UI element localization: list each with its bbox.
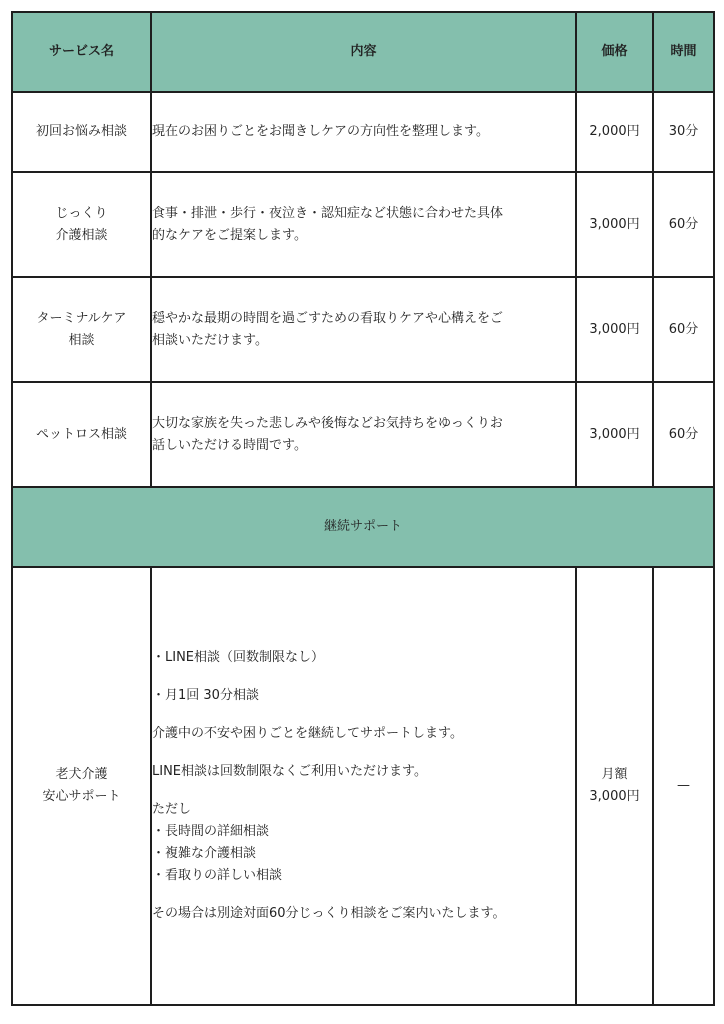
section-title: 継続サポート <box>12 487 714 567</box>
header-price: 価格 <box>576 12 653 92</box>
service-description: 大切な家族を失った悲しみや後悔などお気持ちをゆっくりお 話しいただける時間です。 <box>151 382 576 487</box>
service-time: 30分 <box>653 92 714 172</box>
header-service: サービス名 <box>12 12 151 92</box>
table-header-row <box>12 12 714 92</box>
service-price: 3,000円 <box>576 172 653 277</box>
service-time: 60分 <box>653 172 714 277</box>
price-table <box>11 11 715 1006</box>
header-time: 時間 <box>653 12 714 92</box>
service-time: 60分 <box>653 382 714 487</box>
service-name: ターミナルケア 相談 <box>12 277 151 382</box>
service-name: 老犬介護 安心サポート <box>12 567 151 1005</box>
service-price: 3,000円 <box>576 382 653 487</box>
table-row <box>12 382 714 487</box>
service-price: 3,000円 <box>576 277 653 382</box>
service-name: 初回お悩み相談 <box>12 92 151 172</box>
service-description: 食事・排泄・歩行・夜泣き・認知症など状態に合わせた具体 的なケアをご提案します。 <box>151 172 576 277</box>
section-row <box>12 487 714 567</box>
table-row <box>12 92 714 172</box>
table-row <box>12 172 714 277</box>
service-price: 2,000円 <box>576 92 653 172</box>
service-name: ペットロス相談 <box>12 382 151 487</box>
service-time: — <box>653 567 714 1005</box>
header-content: 内容 <box>151 12 576 92</box>
service-description: ・LINE相談（回数制限なし） ・月1回 30分相談 介護中の不安や困りごとを継続してサポートします。 LINE相談は回数制限なくご利用いただけます。 ただし ・長時間の詳細相談 ・複雑な介護相談 ・看取りの詳しい相談 その場合は別途対面60分じっくり相談をご案内いたします。 <box>151 567 576 1005</box>
service-description: 穏やかな最期の時間を過ごすための看取りケアや心構えをご 相談いただけます。 <box>151 277 576 382</box>
service-name: じっくり 介護相談 <box>12 172 151 277</box>
table-row <box>12 277 714 382</box>
service-description: 現在のお困りごとをお聞きしケアの方向性を整理します。 <box>151 92 576 172</box>
table-row <box>12 567 714 1005</box>
service-time: 60分 <box>653 277 714 382</box>
service-price: 月額 3,000円 <box>576 567 653 1005</box>
